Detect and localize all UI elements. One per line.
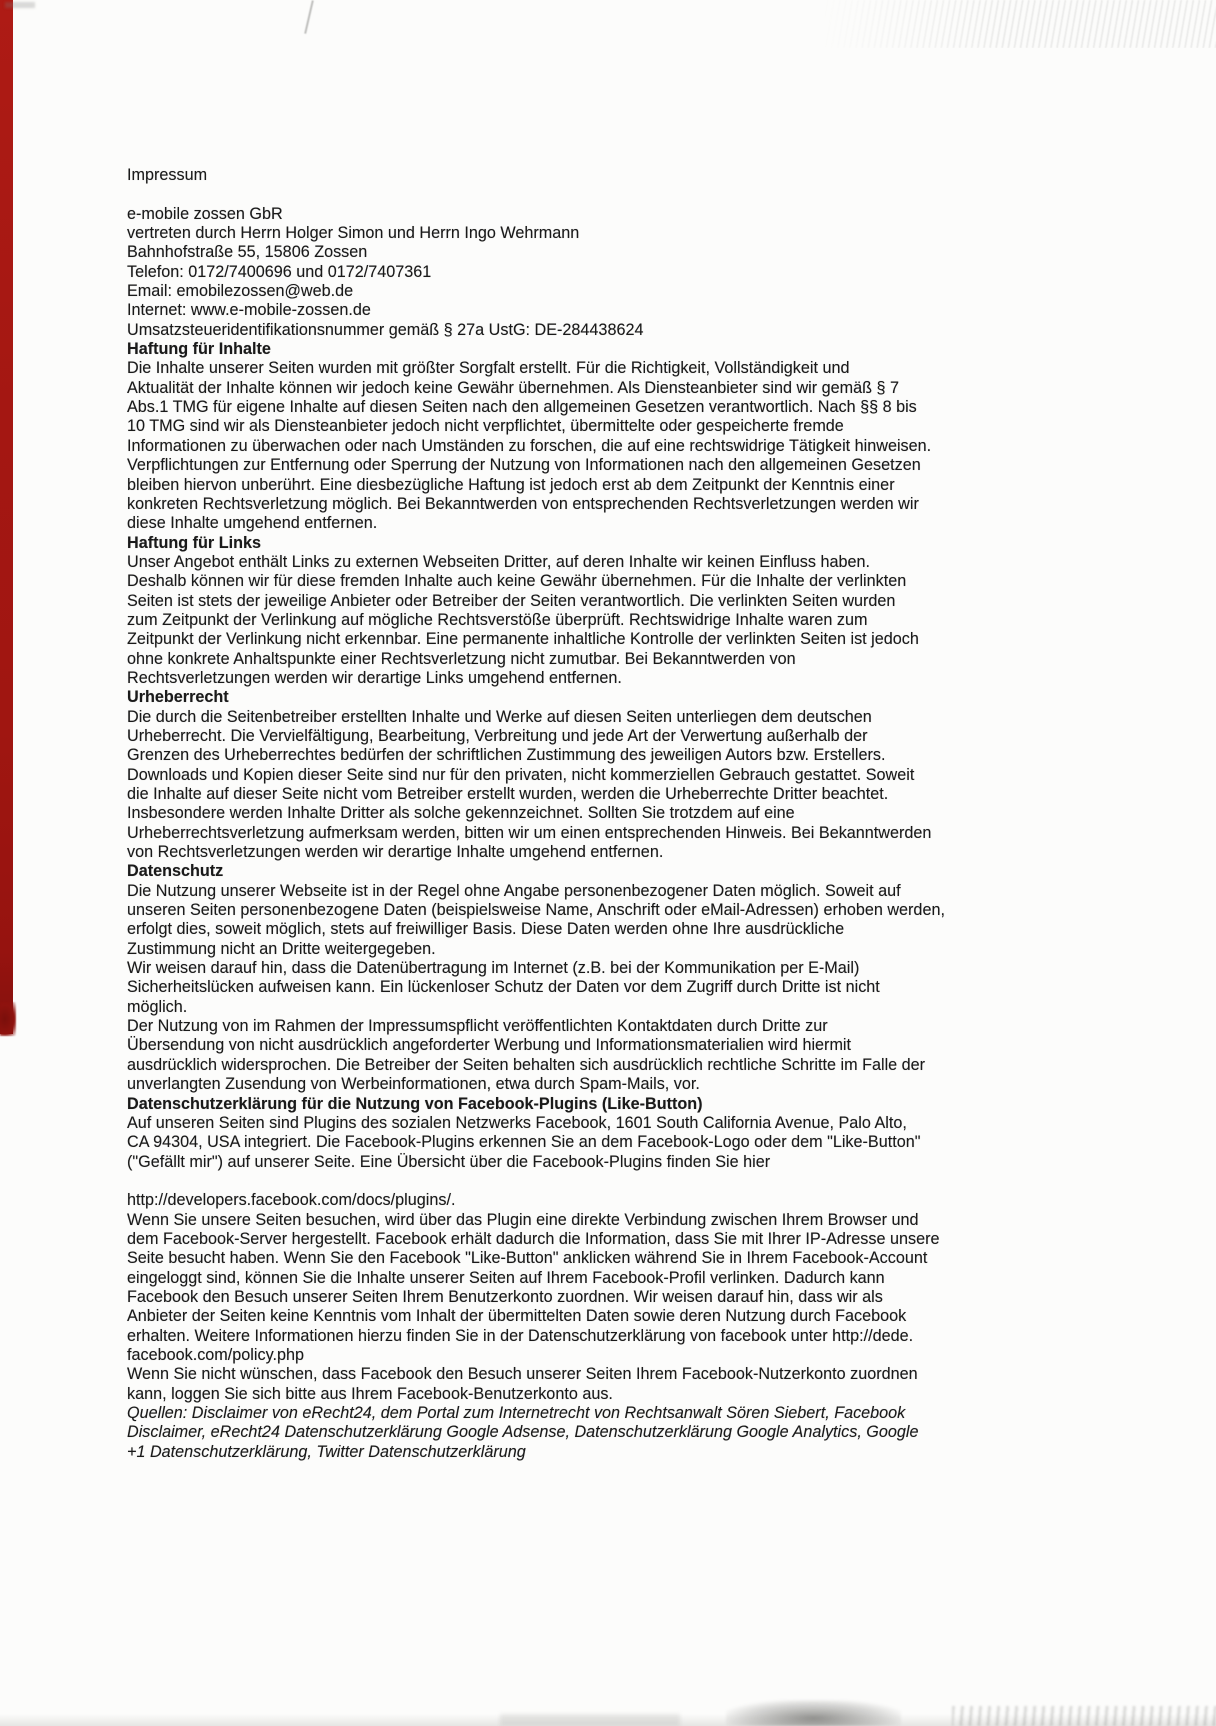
text-line: Sicherheitslücken aufweisen kann. Ein lückenloser Schutz der Daten vor dem Zugriff durch Dritte ist nicht — [127, 978, 880, 997]
text-line: von Rechtsverletzungen werden wir derartige Inhalte umgehend entfernen. — [127, 843, 664, 862]
text-line: unverlangten Zusendung von Werbeinformationen, etwa durch Spam-Mails, vor. — [127, 1075, 700, 1094]
text-line: ("Gefällt mir") auf unserer Seite. Eine Übersicht über die Facebook-Plugins finden Sie hier — [127, 1152, 771, 1171]
text-line: erhalten. Weitere Informationen hierzu finden Sie in der Datenschutzerklärung von facebook unter http://dede. — [127, 1326, 914, 1345]
text-line: vertreten durch Herrn Holger Simon und Herrn Ingo Wehrmann — [127, 224, 580, 243]
text-line: Wenn Sie unsere Seiten besuchen, wird über das Plugin eine direkte Verbindung zwischen Ihrem Browser und — [127, 1210, 919, 1229]
section-heading: Datenschutz — [127, 862, 224, 881]
text-line: Email: emobilezossen@web.de — [127, 282, 354, 301]
text-line: http://developers.facebook.com/docs/plugins/. — [127, 1191, 456, 1210]
text-line: Insbesondere werden Inhalte Dritter als solche gekennzeichnet. Sollten Sie trotzdem auf eine — [127, 804, 795, 823]
text-line: Wir weisen darauf hin, dass die Datenübertragung im Internet (z.B. bei der Kommunikation per E-Mail) — [127, 959, 860, 978]
text-line: Zustimmung nicht an Dritte weitergegeben. — [127, 939, 436, 958]
text-line: facebook.com/policy.php — [127, 1345, 304, 1364]
section-heading: Haftung für Inhalte — [127, 340, 271, 359]
text-line: Informationen zu überwachen oder nach Umständen zu forschen, die auf eine rechtswidrige Tätigkeit hinweisen. — [127, 436, 932, 455]
text-line: Downloads und Kopien dieser Seite sind nur für den privaten, nicht kommerziellen Gebrauch gestattet. Soweit — [127, 765, 915, 784]
text-line: die Inhalte auf dieser Seite nicht vom Betreiber erstellt wurden, werden die Urheberrechte Dritter beachtet. — [127, 785, 889, 803]
scan-smudge-bottom-left — [500, 1714, 680, 1726]
scan-red-edge-artifact — [0, 0, 13, 1034]
text-line: Die Inhalte unserer Seiten wurden mit größter Sorgfalt erstellt. Für die Richtigkeit, Vollständigkeit und — [127, 359, 850, 378]
scan-smudge-bottom-center — [726, 1700, 901, 1726]
text-line: Unser Angebot enthält Links zu externen Webseiten Dritter, auf deren Inhalte wir keinen Einfluss haben. — [127, 552, 870, 571]
text-line: Internet: www.e-mobile-zossen.de — [127, 301, 371, 320]
text-line: bleiben hiervon unberührt. Eine diesbezügliche Haftung ist jedoch erst ab dem Zeitpunkt der Kenntnis einer — [127, 475, 895, 494]
text-line: Umsatzsteueridentifikationsnummer gemäß § 27a UstG: DE-284438624 — [127, 320, 644, 339]
text-line: zum Zeitpunkt der Verlinkung auf mögliche Rechtsverstöße überprüft. Rechtswidrige Inhalte waren zum — [127, 610, 868, 629]
text-line: Deshalb können wir für diese fremden Inhalte auch keine Gewähr übernehmen. Für die Inhalte der verlinkten — [127, 572, 907, 591]
text-line: konkreten Rechtsverletzung möglich. Bei Bekanntwerden von entsprechenden Rechtsverletzungen werden wir — [127, 494, 919, 513]
text-line: CA 94304, USA integriert. Die Facebook-Plugins erkennen Sie an dem Facebook-Logo oder dem "Like-Button" — [127, 1133, 921, 1152]
text-line: Facebook den Besuch unserer Seiten Ihrem Benutzerkonto zuordnen. Wir weisen darauf hin, dass wir als — [127, 1287, 883, 1306]
text-line: Wenn Sie nicht wünschen, dass Facebook den Besuch unserer Seiten Ihrem Facebook-Nutzerkonto zuordnen — [127, 1365, 918, 1384]
text-line: Abs.1 TMG für eigene Inhalte auf diesen Seiten nach den allgemeinen Gesetzen verantwortlich. Nach §§ 8 bis — [127, 398, 917, 417]
text-line: Anbieter der Seiten keine Kenntnis vom Inhalt der übermittelten Daten sowie deren Nutzung durch Facebook — [127, 1307, 907, 1326]
text-line: eingeloggt sind, können Sie die Inhalte unserer Seiten auf Ihrem Facebook-Profil verlinken. Dadurch kann — [127, 1268, 885, 1287]
text-line: Urheberrechtsverletzung aufmerksam werden, bitten wir um einen entsprechenden Hinweis. Bei Bekanntwerden — [127, 823, 932, 842]
text-line: 10 TMG sind wir als Diensteanbieter jedoch nicht verpflichtet, übermittelte oder gespeicherte fremde — [127, 417, 844, 436]
text-line: möglich. — [127, 997, 188, 1016]
source-line: +1 Datenschutzerklärung, Twitter Datenschutzerklärung — [127, 1442, 526, 1461]
scan-speck-top-left — [5, 2, 35, 8]
text-line: Auf unseren Seiten sind Plugins des sozialen Netzwerks Facebook, 1601 South California Avenue, Palo Alto, — [127, 1113, 907, 1132]
text-line: kann, loggen Sie sich bitte aus Ihrem Facebook-Benutzerkonto aus. — [127, 1384, 613, 1403]
text-line: Aktualität der Inhalte können wir jedoch keine Gewähr übernehmen. Als Diensteanbieter sind wir gemäß § 7 — [127, 378, 900, 397]
text-line: e-mobile zossen GbR — [127, 204, 283, 223]
text-line: unseren Seiten personenbezogene Daten (beispielsweise Name, Anschrift oder eMail-Adressen) erhoben werden, — [127, 901, 945, 920]
section-heading: Haftung für Links — [127, 533, 261, 552]
source-line: Quellen: Disclaimer von eRecht24, dem Portal zum Internetrecht von Rechtsanwalt Sören Siebert, Facebook — [127, 1404, 906, 1422]
text-line: Zeitpunkt der Verlinkung nicht erkennbar. Eine permanente inhaltliche Kontrolle der verlinkten Seiten ist jedoch — [127, 630, 919, 649]
text-line: Seiten ist stets der jeweilige Anbieter oder Betreiber der Seiten verantwortlich. Die verlinkten Seiten wurden — [127, 591, 896, 610]
text-line: Grenzen des Urheberrechtes bedürfen der schriftlichen Zustimmung des jeweiligen Autors bzw. Erstellers. — [127, 746, 886, 765]
document-text — [127, 166, 1107, 1462]
text-line: Der Nutzung von im Rahmen der Impressumspflicht veröffentlichten Kontaktdaten durch Dritte zur — [127, 1017, 828, 1036]
text-line: Urheberrecht. Die Vervielfältigung, Bearbeitung, Verbreitung und jede Art der Verwertung außerhalb der — [127, 726, 868, 745]
section-heading: Urheberrecht — [127, 688, 229, 707]
scan-mark-top — [304, 0, 313, 33]
text-line: diese Inhalte umgehend entfernen. — [127, 514, 378, 533]
text-line: Die Nutzung unserer Webseite ist in der Regel ohne Angabe personenbezogener Daten möglich. Soweit auf — [127, 881, 901, 900]
text-line: Bahnhofstraße 55, 15806 Zossen — [127, 243, 368, 262]
text-line: ausdrücklich widersprochen. Die Betreiber der Seiten behalten sich ausdrücklich rechtliche Schritte im Falle der — [127, 1055, 926, 1074]
source-line: Disclaimer, eRecht24 Datenschutzerklärung Google Adsense, Datenschutzerklärung Google Analytics, Google — [127, 1423, 919, 1442]
text-line: Übersendung von nicht ausdrücklich angeforderter Werbung und Informationsmaterialien wird hiermit — [127, 1036, 852, 1055]
scan-smudge-bottom-right — [952, 1706, 1216, 1726]
text-line: Verpflichtungen zur Entfernung oder Sperrung der Nutzung von Informationen nach den allgemeinen Gesetzen — [127, 456, 921, 475]
text-line: dem Facebook-Server hergestellt. Facebook erhält dadurch die Information, dass Sie mit Ihrer IP-Adresse unsere — [127, 1229, 940, 1248]
text-line: ohne konkrete Anhaltspunkte einer Rechtsverletzung nicht zumutbar. Bei Bekanntwerden von — [127, 649, 796, 668]
text-line: Seite besucht haben. Wenn Sie den Facebook "Like-Button" anklicken während Sie in Ihrem Facebook-Account — [127, 1249, 928, 1268]
section-heading: Datenschutzerklärung für die Nutzung von Facebook-Plugins (Like-Button) — [127, 1094, 703, 1113]
scan-red-edge-blob — [0, 1002, 16, 1036]
text-line: Telefon: 0172/7400696 und 0172/7407361 — [127, 262, 432, 281]
text-line: Rechtsverletzungen werden wir derartige Links umgehend entfernen. — [127, 668, 622, 687]
text-line: erfolgt dies, soweit möglich, stets auf freiwilliger Basis. Diese Daten werden ohne Ihre ausdrückliche — [127, 920, 845, 939]
text-line: Die durch die Seitenbetreiber erstellten Inhalte und Werke auf diesen Seiten unterliegen dem deutschen — [127, 707, 872, 726]
page-title: Impressum — [127, 166, 208, 184]
scan-noise-top-right — [821, 0, 1216, 48]
